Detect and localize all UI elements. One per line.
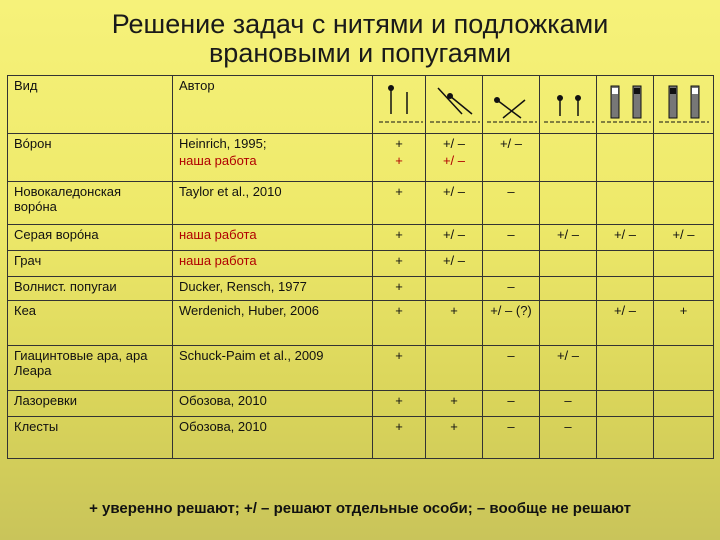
result-cell: +: [426, 391, 483, 417]
two-parallel-strings-diagram: [375, 78, 425, 128]
result-cell: [597, 251, 654, 277]
result-cell: [597, 417, 654, 459]
header-species: Вид: [8, 76, 173, 134]
result-value-own: +: [395, 153, 403, 168]
result-cell: [654, 182, 714, 225]
results-table: [7, 75, 714, 459]
result-cell: [654, 417, 714, 459]
result-cell: [597, 134, 654, 182]
species-cell: Волнист. попугаи: [8, 277, 173, 301]
result-cell: +: [373, 391, 426, 417]
species-cell: Вóрон: [8, 134, 173, 182]
species-cell: Лазоревки: [8, 391, 173, 417]
result-cell: [373, 134, 426, 182]
table-row: [8, 225, 714, 251]
result-cell: [654, 251, 714, 277]
result-cell: [540, 301, 597, 346]
author-cell: Schuck-Paim et al., 2009: [173, 346, 373, 391]
result-cell: +/ – (?): [483, 301, 540, 346]
result-cell: +/ –: [654, 225, 714, 251]
result-cell: +/ –: [426, 225, 483, 251]
header-author: Автор: [173, 76, 373, 134]
table-row: [8, 277, 714, 301]
header-task-4-diagram: [540, 76, 597, 134]
result-cell: [426, 134, 483, 182]
table-row: [8, 417, 714, 459]
result-cell: –: [483, 391, 540, 417]
legend: + уверенно решают; +/ – решают отдельные особи; – вообще не решают: [89, 500, 631, 517]
result-cell: +: [373, 182, 426, 225]
species-cell: Новокаледонская ворóна: [8, 182, 173, 225]
result-cell: –: [483, 346, 540, 391]
result-cell: –: [483, 225, 540, 251]
author-cell: Обозова, 2010: [173, 391, 373, 417]
species-cell: Клесты: [8, 417, 173, 459]
header-task-3-diagram: [483, 76, 540, 134]
two-substrates-alt-diagram: [657, 78, 711, 128]
result-cell: [540, 182, 597, 225]
result-cell: +/ –: [426, 251, 483, 277]
two-substrates-diagram: [599, 78, 653, 128]
slanted-strings-diagram: [428, 78, 482, 128]
result-cell: –: [483, 277, 540, 301]
result-cell: +/ –: [597, 225, 654, 251]
author-cell: Werdenich, Huber, 2006: [173, 301, 373, 346]
result-cell: +/ –: [426, 182, 483, 225]
title-line-2: врановыми и попугаями: [208, 38, 512, 68]
title-line-1: Решение задач с нитями и подложками: [111, 9, 609, 39]
result-cell: [597, 182, 654, 225]
result-cell: [540, 251, 597, 277]
result-cell: [426, 277, 483, 301]
species-cell: Грач: [8, 251, 173, 277]
result-cell: [540, 277, 597, 301]
header-task-1-diagram: [373, 76, 426, 134]
author-cell: наша работа: [173, 251, 373, 277]
table-row: [8, 134, 714, 182]
table-row: [8, 391, 714, 417]
species-cell: Гиацинтовые ара, ара Леара: [8, 346, 173, 391]
table-row: [8, 346, 714, 391]
result-value: +/ –: [442, 136, 466, 151]
crossed-strings-diagram: [485, 78, 539, 128]
author-cell: наша работа: [173, 225, 373, 251]
author-text: Heinrich, 1995;: [179, 136, 267, 151]
author-cell: Обозова, 2010: [173, 417, 373, 459]
author-cell: Ducker, Rensch, 1977: [173, 277, 373, 301]
result-cell: –: [483, 182, 540, 225]
result-cell: +: [654, 301, 714, 346]
result-cell: +: [426, 301, 483, 346]
two-strings-both-baited-diagram: [542, 78, 596, 128]
result-cell: [426, 346, 483, 391]
result-cell: [654, 391, 714, 417]
result-cell: +/ –: [483, 134, 540, 182]
slide-title: [0, 10, 720, 68]
table-row: [8, 301, 714, 346]
header-task-5-diagram: [597, 76, 654, 134]
result-cell: –: [540, 417, 597, 459]
result-cell: +: [373, 251, 426, 277]
result-cell: [483, 251, 540, 277]
result-cell: +/ –: [540, 225, 597, 251]
author-cell: [173, 134, 373, 182]
result-cell: +: [373, 225, 426, 251]
result-value-own: +/ –: [442, 153, 466, 168]
species-cell: Кеа: [8, 301, 173, 346]
header-row: [8, 76, 714, 134]
result-cell: [540, 134, 597, 182]
header-task-2-diagram: [426, 76, 483, 134]
result-cell: +: [373, 301, 426, 346]
result-cell: –: [483, 417, 540, 459]
result-cell: +: [373, 277, 426, 301]
result-cell: +/ –: [597, 301, 654, 346]
result-cell: [597, 391, 654, 417]
result-cell: [654, 277, 714, 301]
table-row: [8, 251, 714, 277]
species-cell: Серая ворóна: [8, 225, 173, 251]
result-cell: [597, 277, 654, 301]
result-value: +: [395, 136, 403, 151]
result-cell: +: [426, 417, 483, 459]
header-task-6-diagram: [654, 76, 714, 134]
result-cell: +/ –: [540, 346, 597, 391]
result-cell: [654, 346, 714, 391]
result-cell: –: [540, 391, 597, 417]
result-cell: +: [373, 346, 426, 391]
table-row: [8, 182, 714, 225]
author-text-own: наша работа: [179, 153, 257, 168]
result-cell: [597, 346, 654, 391]
result-cell: +: [373, 417, 426, 459]
result-cell: [654, 134, 714, 182]
author-cell: Taylor et al., 2010: [173, 182, 373, 225]
